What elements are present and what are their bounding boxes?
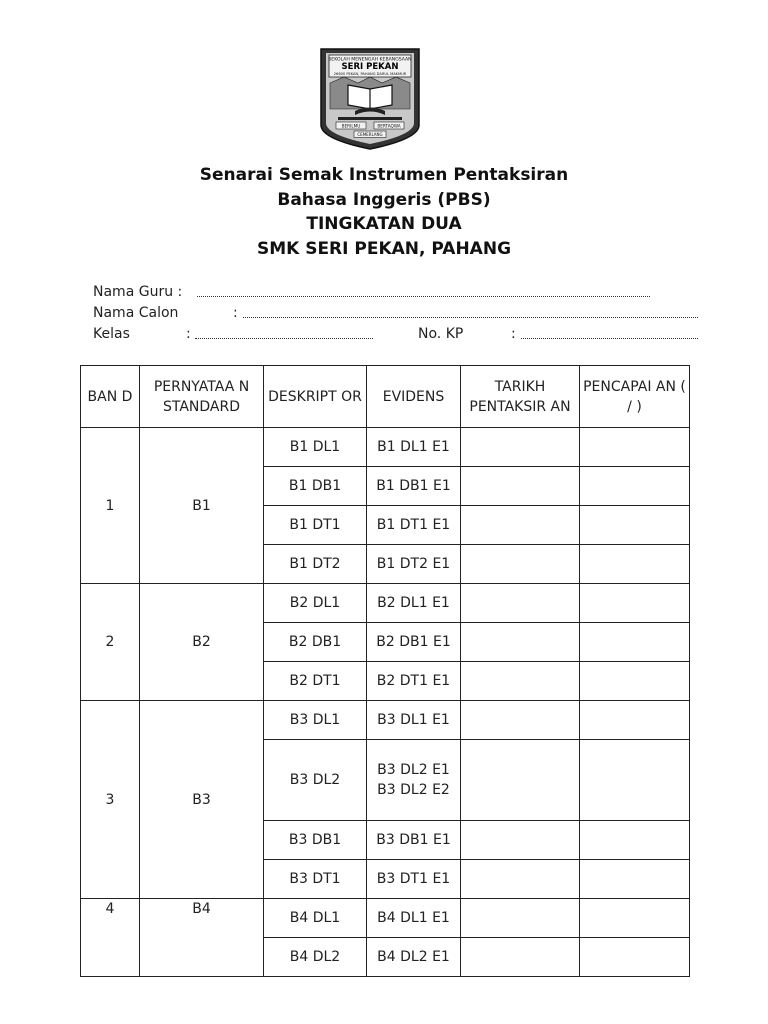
header-band: BAN D bbox=[81, 366, 140, 428]
evidens-cell bbox=[367, 701, 461, 740]
title-line-3: TINGKATAN DUA bbox=[306, 214, 462, 234]
evidens-item: B1 DT2 E1 bbox=[376, 556, 451, 572]
pencapaian-cell[interactable] bbox=[580, 740, 690, 821]
band-cell: 4 bbox=[81, 899, 140, 977]
title-line-4: SMK SERI PEKAN, PAHANG bbox=[256, 238, 512, 259]
kelas-colon: : bbox=[186, 326, 191, 342]
standard-cell: B1 bbox=[140, 428, 264, 584]
tarikh-cell[interactable] bbox=[461, 860, 580, 899]
field-nama-guru bbox=[93, 283, 698, 304]
no-kp-label: No. KP bbox=[418, 326, 464, 342]
evidens-item: B3 DB1 E1 bbox=[376, 832, 451, 848]
evidens-cell bbox=[367, 740, 461, 821]
pencapaian-cell[interactable] bbox=[580, 506, 690, 545]
evidens-cell bbox=[367, 428, 461, 467]
evidens-item: B2 DB1 E1 bbox=[376, 634, 451, 650]
evidens-item: B3 DT1 E1 bbox=[376, 871, 451, 887]
logo-motto-right: BERTAQWA bbox=[377, 123, 401, 129]
document-title bbox=[0, 163, 768, 261]
tarikh-cell[interactable] bbox=[461, 584, 580, 623]
deskriptor-cell: B1 DL1 bbox=[264, 428, 367, 467]
tarikh-cell[interactable] bbox=[461, 623, 580, 662]
evidens-item: B4 DL1 E1 bbox=[377, 910, 450, 926]
standard-cell: B3 bbox=[140, 701, 264, 899]
pencapaian-cell[interactable] bbox=[580, 584, 690, 623]
deskriptor-cell: B2 DB1 bbox=[264, 623, 367, 662]
title-line-2: Bahasa Inggeris (PBS) bbox=[277, 189, 491, 210]
deskriptor-cell: B1 DT1 bbox=[264, 506, 367, 545]
deskriptor-cell: B3 DL1 bbox=[264, 701, 367, 740]
pencapaian-cell[interactable] bbox=[580, 899, 690, 938]
pencapaian-cell[interactable] bbox=[580, 701, 690, 740]
pencapaian-cell[interactable] bbox=[580, 467, 690, 506]
logo-motto-bottom: CEMERLANG bbox=[357, 132, 383, 137]
evidens-cell bbox=[367, 545, 461, 584]
evidens-cell bbox=[367, 623, 461, 662]
deskriptor-cell: B3 DT1 bbox=[264, 860, 367, 899]
pencapaian-cell[interactable] bbox=[580, 428, 690, 467]
kelas-label: Kelas bbox=[93, 326, 130, 342]
evidens-item: B2 DT1 E1 bbox=[376, 673, 451, 689]
nama-guru-label: Nama Guru : bbox=[93, 284, 183, 300]
school-logo bbox=[318, 47, 422, 151]
pencapaian-cell[interactable] bbox=[580, 623, 690, 662]
nama-calon-colon: : bbox=[233, 305, 238, 321]
evidens-cell bbox=[367, 662, 461, 701]
deskriptor-cell: B1 DB1 bbox=[264, 467, 367, 506]
band-cell: 1 bbox=[81, 428, 140, 584]
header-tarikh-pentaksiran: TARIKH PENTAKSIR AN bbox=[461, 366, 580, 428]
deskriptor-cell: B3 DB1 bbox=[264, 821, 367, 860]
table-row bbox=[81, 584, 690, 623]
pencapaian-cell[interactable] bbox=[580, 860, 690, 899]
field-nama-calon bbox=[93, 304, 698, 325]
logo-motto-left: BERILMU bbox=[341, 123, 361, 129]
checklist-table bbox=[80, 365, 690, 977]
pencapaian-cell[interactable] bbox=[580, 821, 690, 860]
no-kp-colon: : bbox=[511, 326, 516, 342]
logo-top-text: SEKOLAH MENENGAH KEBANGSAAN bbox=[328, 57, 412, 63]
kelas-line[interactable] bbox=[195, 338, 373, 339]
deskriptor-cell: B4 DL1 bbox=[264, 899, 367, 938]
tarikh-cell[interactable] bbox=[461, 701, 580, 740]
logo-address: 26600 PEKAN, PAHANG DARUL MAKMUR bbox=[333, 72, 407, 76]
title-line-1: Senarai Semak Instrumen Pentaksiran bbox=[199, 165, 569, 185]
form-fields bbox=[93, 283, 698, 346]
evidens-item: B4 DL2 E1 bbox=[377, 949, 450, 965]
field-kelas bbox=[93, 325, 698, 346]
deskriptor-cell: B4 DL2 bbox=[264, 938, 367, 977]
no-kp-line[interactable] bbox=[521, 338, 698, 339]
header-pencapaian: PENCAPAI AN ( / ) bbox=[580, 366, 690, 428]
header-evidens: EVIDENS bbox=[367, 366, 461, 428]
evidens-cell bbox=[367, 860, 461, 899]
evidens-cell bbox=[367, 899, 461, 938]
tarikh-cell[interactable] bbox=[461, 545, 580, 584]
logo-school-name: SERI PEKAN bbox=[341, 62, 399, 72]
standard-cell: B2 bbox=[140, 584, 264, 701]
deskriptor-cell: B1 DT2 bbox=[264, 545, 367, 584]
tarikh-cell[interactable] bbox=[461, 467, 580, 506]
evidens-cell bbox=[367, 821, 461, 860]
evidens-item: B1 DL1 E1 bbox=[377, 439, 450, 455]
header-deskriptor: DESKRIPT OR bbox=[264, 366, 367, 428]
tarikh-cell[interactable] bbox=[461, 506, 580, 545]
evidens-cell bbox=[367, 506, 461, 545]
evidens-item: B3 DL1 E1 bbox=[377, 712, 450, 728]
tarikh-cell[interactable] bbox=[461, 740, 580, 821]
pencapaian-cell[interactable] bbox=[580, 545, 690, 584]
table-row bbox=[81, 899, 690, 938]
deskriptor-cell: B3 DL2 bbox=[264, 740, 367, 821]
evidens-item: B1 DB1 E1 bbox=[376, 478, 451, 494]
tarikh-cell[interactable] bbox=[461, 821, 580, 860]
tarikh-cell[interactable] bbox=[461, 899, 580, 938]
band-cell: 3 bbox=[81, 701, 140, 899]
evidens-cell bbox=[367, 584, 461, 623]
evidens-cell bbox=[367, 467, 461, 506]
evidens-item: B1 DT1 E1 bbox=[376, 517, 451, 533]
deskriptor-cell: B2 DT1 bbox=[264, 662, 367, 701]
pencapaian-cell[interactable] bbox=[580, 938, 690, 977]
table-header-row bbox=[81, 366, 690, 428]
tarikh-cell[interactable] bbox=[461, 938, 580, 977]
nama-calon-line[interactable] bbox=[243, 317, 698, 318]
evidens-cell bbox=[367, 938, 461, 977]
deskriptor-cell: B2 DL1 bbox=[264, 584, 367, 623]
school-crest-icon bbox=[318, 47, 422, 151]
tarikh-cell[interactable] bbox=[461, 662, 580, 701]
tarikh-cell[interactable] bbox=[461, 428, 580, 467]
evidens-item: B3 DL2 E1 bbox=[377, 762, 450, 778]
evidens-item: B2 DL1 E1 bbox=[377, 595, 450, 611]
pencapaian-cell[interactable] bbox=[580, 662, 690, 701]
header-pernyataan-standard: PERNYATAA N STANDARD bbox=[140, 366, 264, 428]
table-row bbox=[81, 428, 690, 467]
evidens-item: B3 DL2 E2 bbox=[377, 782, 450, 798]
nama-guru-line[interactable] bbox=[197, 296, 650, 297]
nama-calon-label: Nama Calon bbox=[93, 305, 179, 321]
standard-cell: B4 bbox=[140, 899, 264, 977]
band-cell: 2 bbox=[81, 584, 140, 701]
table-row bbox=[81, 701, 690, 740]
